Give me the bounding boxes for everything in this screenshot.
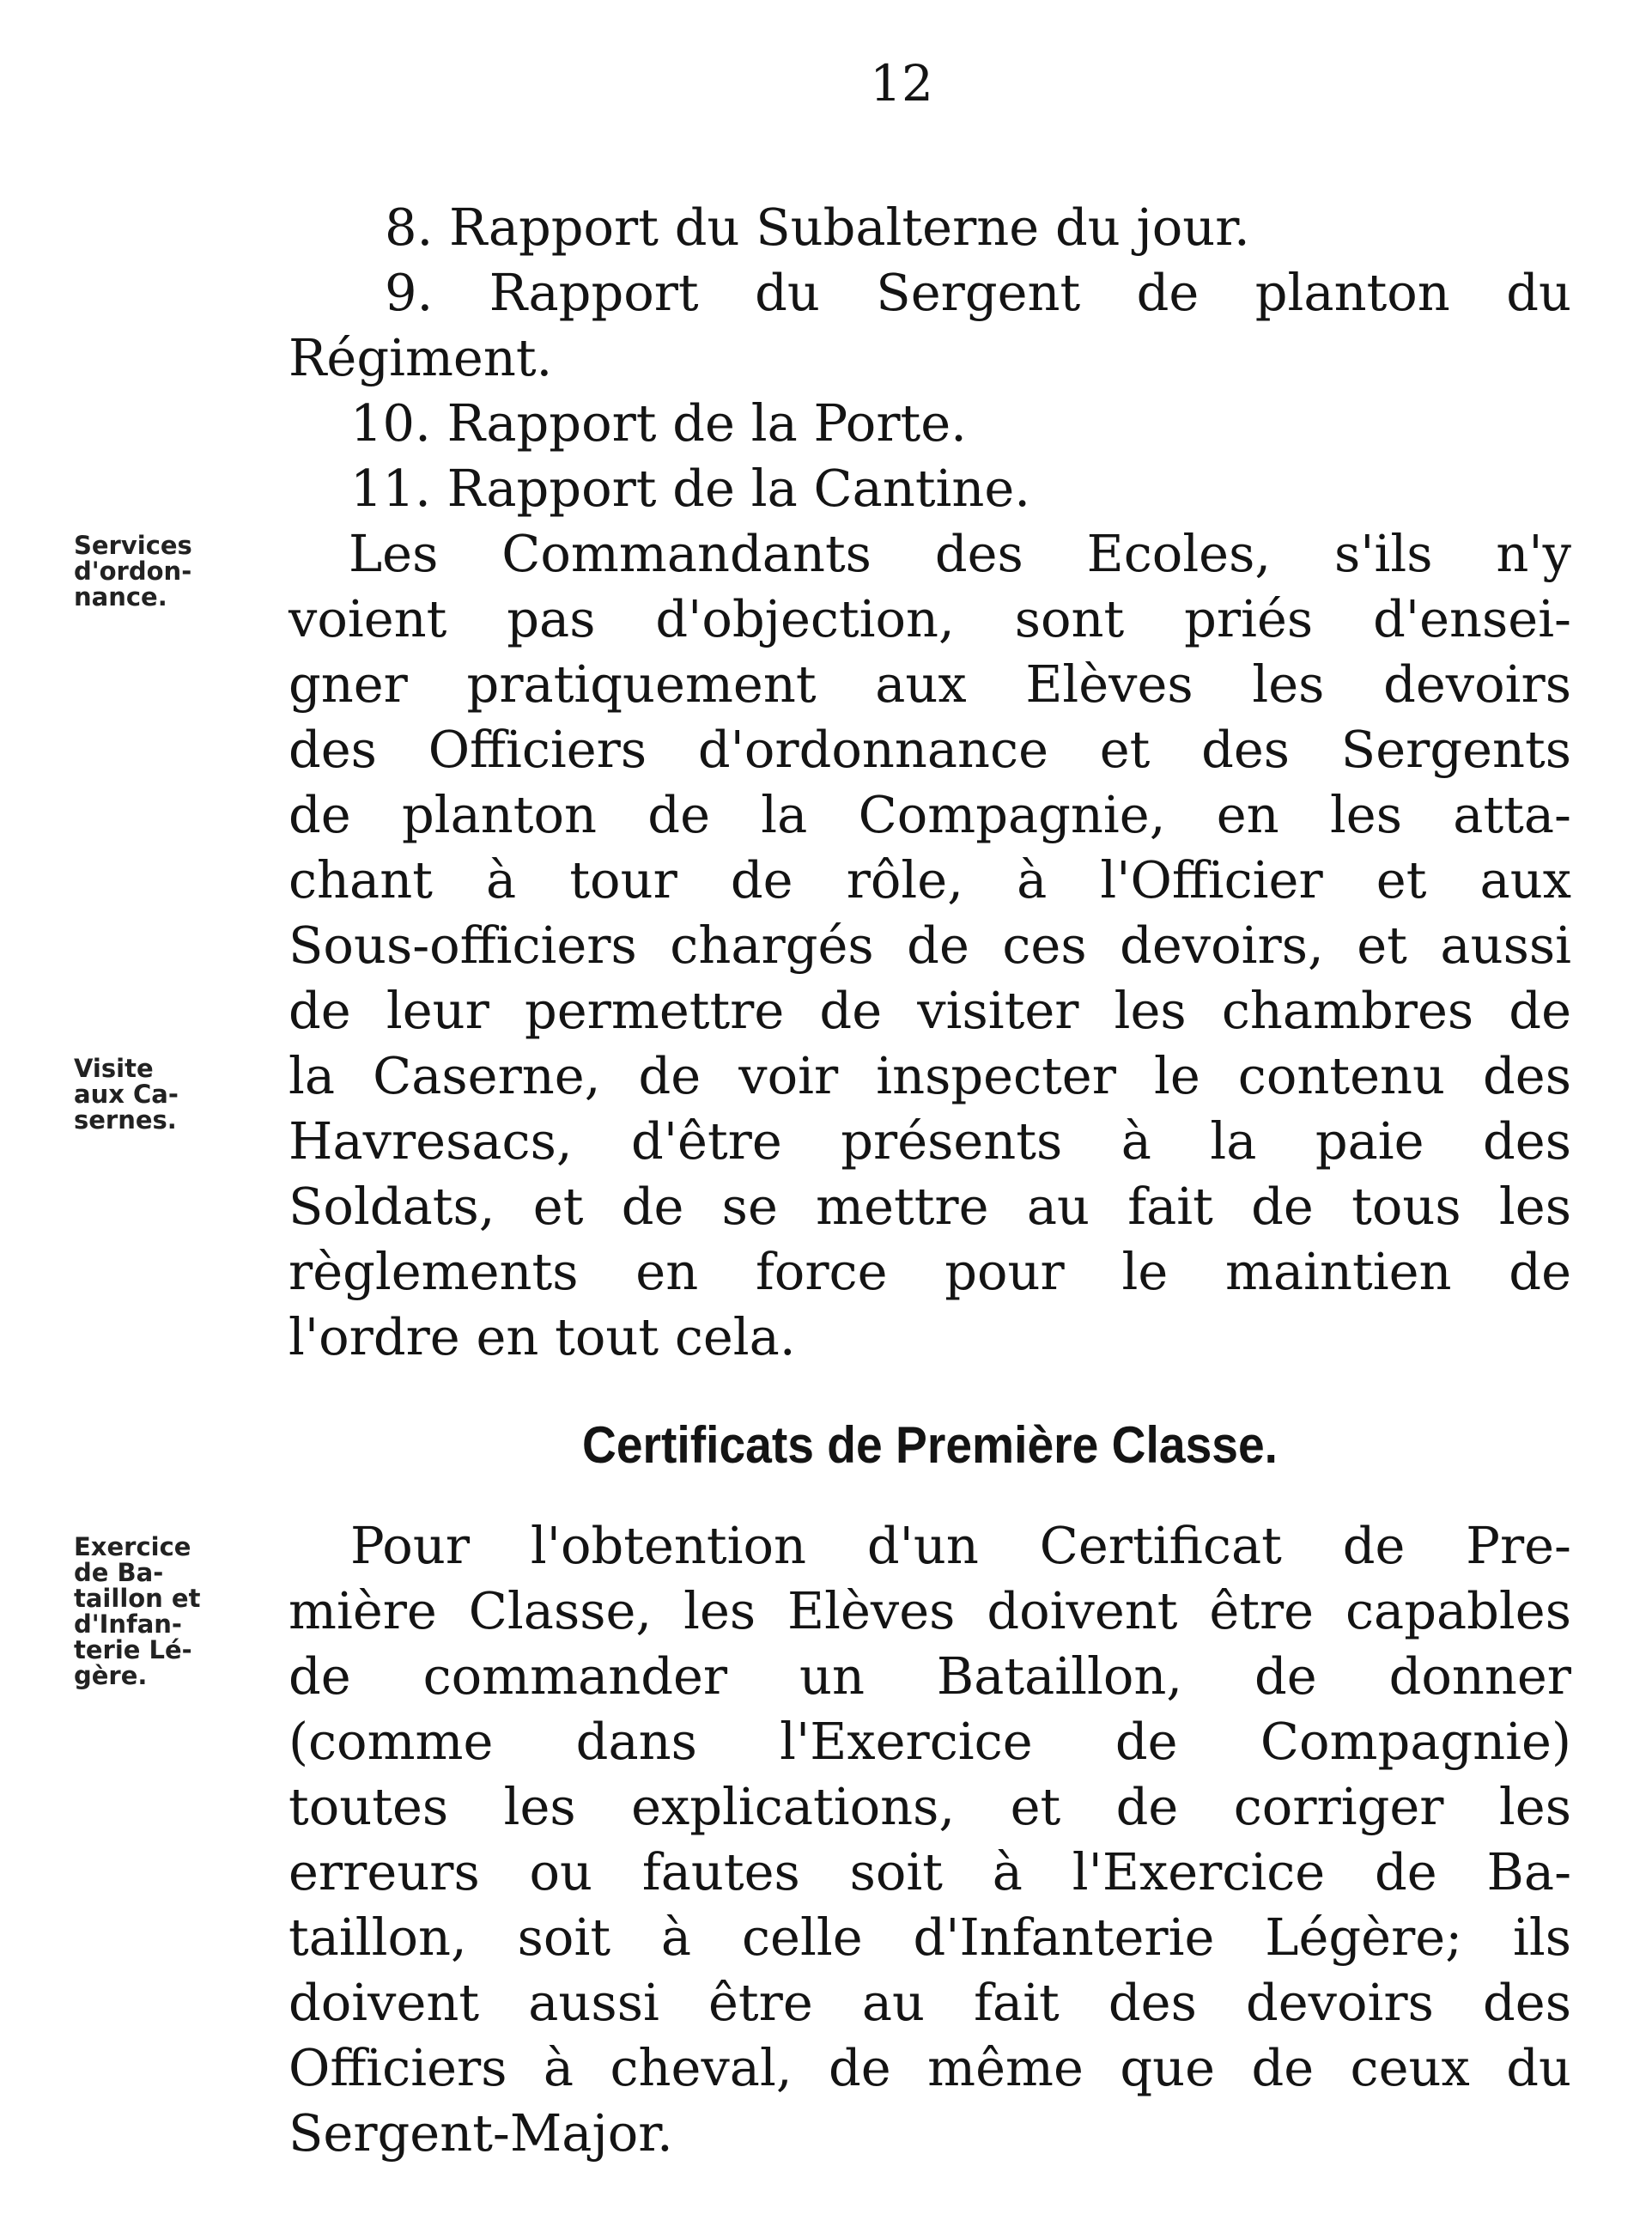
paragraph-line: mière Classe, les Elèves doivent être capables [288, 1581, 1571, 1640]
list-item: 11. Rapport de la Cantine. [350, 459, 1031, 518]
list-item: 8. Rapport du Subalterne du jour. [385, 198, 1250, 257]
paragraph-line: de planton de la Compagnie, en les atta- [288, 785, 1571, 844]
margin-note-line: taillon et [74, 1584, 201, 1613]
margin-note-line: de Ba- [74, 1558, 164, 1587]
paragraph-line: la Caserne, de voir inspecter le contenu des [288, 1046, 1571, 1105]
margin-note-line: d'ordon- [74, 557, 192, 586]
paragraph-line: de leur permettre de visiter les chambres de [288, 981, 1571, 1040]
paragraph-line: (comme dans l'Exercice de Compagnie) [288, 1712, 1571, 1771]
margin-note-line: gère. [74, 1661, 148, 1690]
paragraph-line: Sergent-Major. [288, 2103, 673, 2163]
margin-note-line: Services [74, 531, 192, 560]
paragraph-line: règlements en force pour le maintien de [288, 1242, 1571, 1301]
paragraph-line: Les Commandants des Ecoles, s'ils n'y [349, 524, 1571, 583]
paragraph-line: erreurs ou fautes soit à l'Exercice de Ba- [288, 1842, 1571, 1901]
paragraph-line: doivent aussi être au fait des devoirs des [288, 1973, 1571, 2032]
margin-note-services [74, 532, 263, 610]
paragraph-line: Havresacs, d'être présents à la paie des [288, 1111, 1571, 1171]
paragraph-line: Sous-officiers chargés de ces devoirs, et aussi [288, 916, 1571, 975]
paragraph-line: Officiers à cheval, de même que de ceux du [288, 2038, 1571, 2097]
paragraph-line: de commander un Bataillon, de donner [288, 1646, 1571, 1706]
margin-note-line: d'Infan- [74, 1609, 182, 1639]
paragraph-line: chant à tour de rôle, à l'Officier et aux [288, 850, 1571, 910]
margin-note-line: aux Ca- [74, 1080, 179, 1109]
paragraph-certificats [288, 1513, 1571, 2166]
list-item-continuation: Régiment. [288, 328, 553, 387]
paragraph-line: voient pas d'objection, sont priés d'ensei- [288, 589, 1571, 648]
margin-note-line: nance. [74, 582, 167, 611]
paragraph-line: taillon, soit à celle d'Infanterie Légère; ils [288, 1907, 1571, 1967]
section-heading: Certificats de Première Classe. [581, 1416, 1278, 1474]
margin-note-line: Exercice [74, 1532, 191, 1561]
margin-note-line: sernes. [74, 1105, 177, 1135]
paragraph-line: Pour l'obtention d'un Certificat de Pre- [350, 1516, 1571, 1575]
paragraph-line: l'ordre en tout cela. [288, 1307, 796, 1366]
list-item: 10. Rapport de la Porte. [350, 393, 967, 453]
paragraph-line: gner pratiquement aux Elèves les devoirs [288, 654, 1571, 714]
paragraph-line: Soldats, et de se mettre au fait de tous les [288, 1177, 1571, 1236]
list-item: 9. Rapport du Sergent de planton du [385, 263, 1571, 322]
margin-note-line: terie Lé- [74, 1635, 192, 1664]
report-list [288, 195, 1571, 521]
paragraph-line: toutes les explications, et de corriger les [288, 1777, 1571, 1836]
margin-note-visite [74, 1056, 263, 1133]
page-number: 12 [870, 54, 933, 113]
margin-note-line: Visite [74, 1054, 154, 1083]
paragraph-ordonnance [288, 521, 1571, 1370]
margin-note-exercice [74, 1534, 263, 1688]
paragraph-line: des Officiers d'ordonnance et des Sergents [288, 720, 1571, 779]
